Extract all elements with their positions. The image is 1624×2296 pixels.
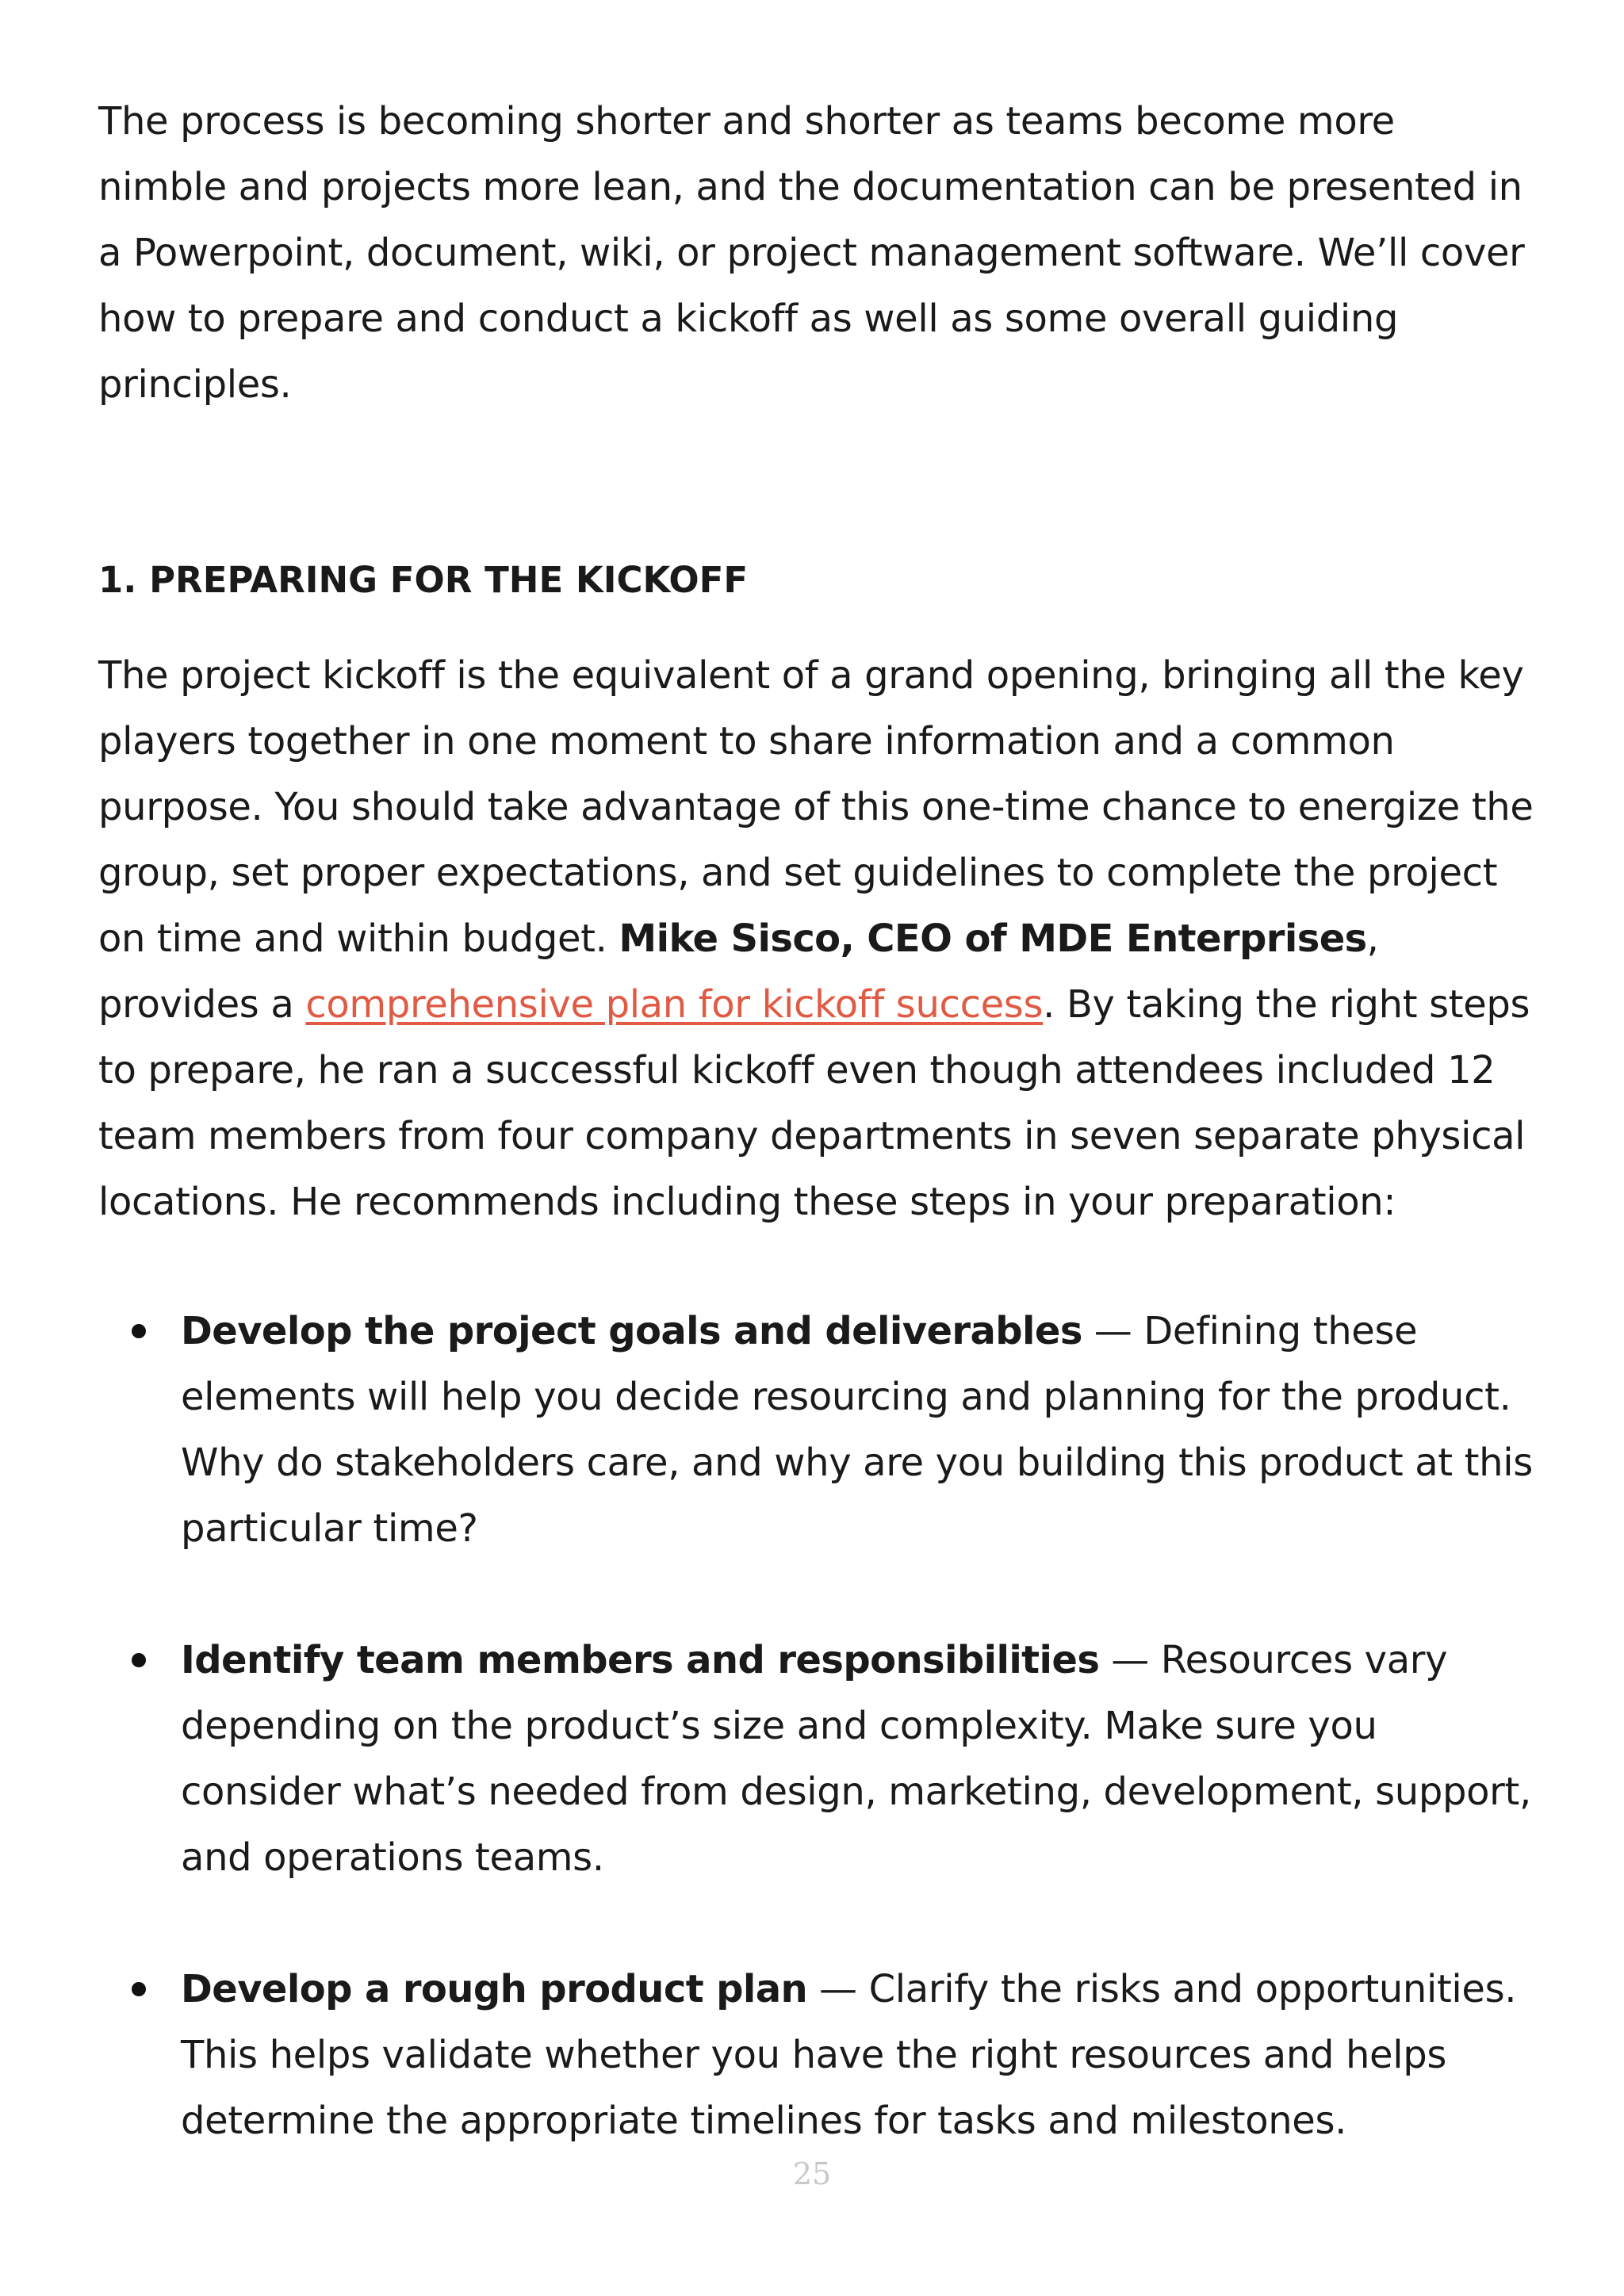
- list-item-title: Identify team members and responsibilities: [181, 1638, 1100, 1682]
- list-item: [98, 1628, 1534, 1891]
- paragraph-text-start: The project kickoff is the equivalent of a grand opening, bringing all the key players together in one moment to share information and a common purpose. You should take advantage of this one-time chance to energize the group, set proper expectations, and set guidelines to complete the project on time and within budget.: [98, 653, 1534, 961]
- list-item-text: — Resources vary depending on the product’s size and complexity. Make sure you consider what’s needed from design, marketing, development, support, and operations teams.: [181, 1638, 1531, 1880]
- page-number: 25: [792, 2156, 832, 2191]
- list-item-text: — Clarify the risks and opportunities. This helps validate whether you have the right resources and helps determine the appropriate timelines for tasks and milestones.: [181, 1967, 1517, 2143]
- intro-paragraph: The process is becoming shorter and shorter as teams become more nimble and projects more lean, and the documentation can be presented in a Powerpoint, document, wiki, or project management software. We’ll cover how to prepare and conduct a kickoff as well as some overall guiding principles.: [98, 99, 1525, 407]
- list-item: [98, 1299, 1534, 1562]
- list-item-text: — Defining these elements will help you decide resourcing and planning for the product. Why do stakeholders care, and why are you building this product at this particular time?: [181, 1309, 1533, 1551]
- paragraph-text-end: . By taking the right steps to prepare, he ran a successful kickoff even though attendees included 12 team members from four company departments in seven separate physical locations. He recommends including these steps in your preparation:: [98, 982, 1530, 1224]
- paragraph-text-mid: , provides a: [98, 916, 1379, 1027]
- section-heading: 1. PREPARING FOR THE KICKOFF: [98, 559, 749, 601]
- bullet-icon: [132, 1653, 146, 1667]
- page-content: [98, 89, 1534, 2220]
- section-paragraph: [98, 643, 1534, 1235]
- list-item-title: Develop the project goals and deliverables: [181, 1309, 1082, 1353]
- bullet-icon: [132, 1982, 146, 1996]
- list-item-title: Develop a rough product plan: [181, 1967, 808, 2011]
- bullet-icon: [132, 1324, 146, 1338]
- list-item: [98, 1957, 1534, 2154]
- author-name: Mike Sisco, CEO of MDE Enterprises: [619, 916, 1367, 961]
- kickoff-plan-link[interactable]: comprehensive plan for kickoff success: [305, 982, 1044, 1027]
- preparation-steps-list: [98, 1299, 1534, 2154]
